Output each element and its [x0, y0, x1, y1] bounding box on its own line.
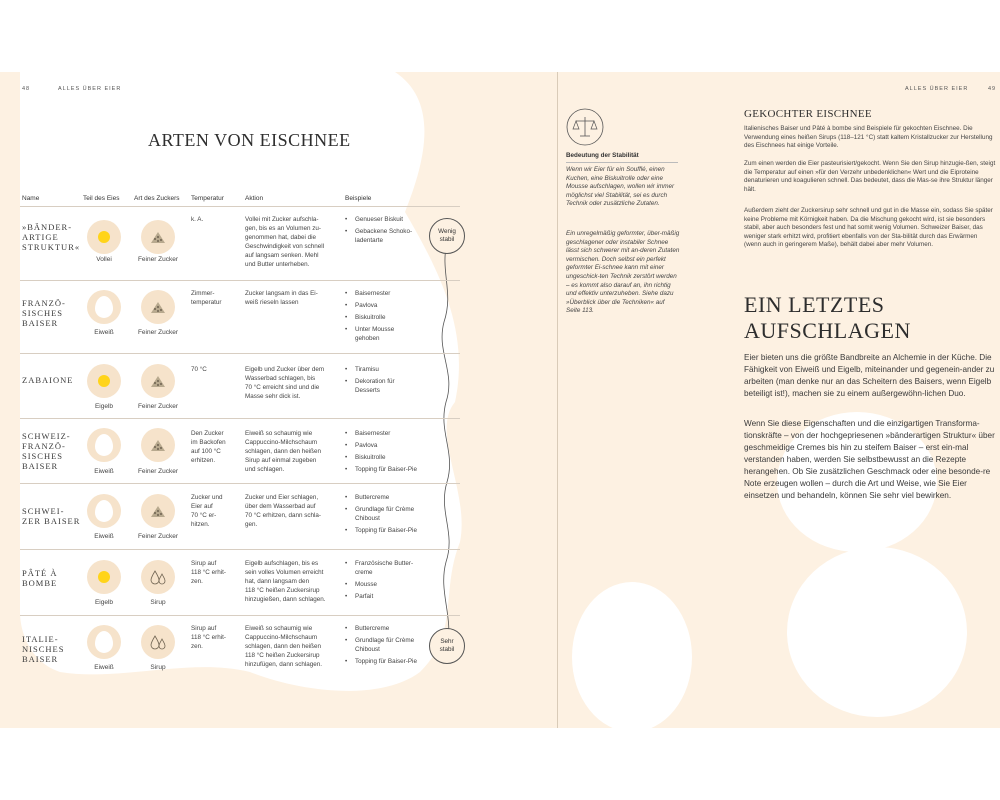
- example-item: • Topping für Baiser-Pie: [345, 465, 417, 474]
- temperature-cell: Zucker und Eier auf 70 °C er- hitzen.: [191, 494, 223, 528]
- example-item: • Grundlage für Crème Chiboust: [345, 636, 417, 654]
- egg-part-label: Eigelb: [94, 599, 114, 606]
- sidebar-title: Bedeutung der Stabilität: [566, 152, 639, 159]
- egg-part-label: Vollei: [96, 256, 112, 263]
- sidebar-rule: [566, 162, 678, 163]
- row-name: »BÄNDER- ARTIGE STRUKTUR«: [22, 222, 81, 252]
- running-head-right: ALLES ÜBER EIER: [905, 86, 969, 92]
- sugar-label: Sirup: [150, 664, 166, 671]
- egg-part-circle: [87, 364, 121, 398]
- action-cell: Vollei mit Zucker aufschla- gen, bis es an Volumen zu- genommen hat, dabei die Geschwindigkeit von schnell auf langsam senken. Mehl und Butter unterheben.: [245, 216, 325, 268]
- table-header-rule: [20, 206, 460, 207]
- examples-list: [345, 624, 417, 669]
- syrup-drops-icon: [148, 569, 168, 585]
- sidebar-paragraph-1: Wenn wir Eier für ein Soufflé, einen Kuchen, eine Biskuitrolle oder eine Mousse aufschlagen, wollen wir immer möglichst viel Stabilität, sei es durch Technik oder zusätzliche Zutaten.: [566, 166, 675, 208]
- section-heading: EIN LETZTES AUFSCHLAGEN: [744, 292, 911, 343]
- syrup-drops-icon: [148, 634, 168, 650]
- egg-yolk-icon: [98, 375, 110, 387]
- row-divider: [20, 483, 460, 484]
- row-divider: [20, 549, 460, 550]
- example-item: • Unter Mousse gehoben: [345, 325, 394, 343]
- examples-list: [345, 289, 394, 346]
- examples-list: [345, 365, 395, 398]
- row-name: SCHWEI- ZER BAISER: [22, 506, 81, 526]
- section-subheading: GEKOCHTER EISCHNEE: [744, 108, 872, 120]
- sugar-circle: [141, 625, 175, 659]
- stability-label-low: Wenig stabil: [429, 218, 465, 254]
- egg-part-circle: [87, 290, 121, 324]
- example-item: • Grundlage für Crème Chiboust: [345, 505, 417, 523]
- example-item: • Pavlova: [345, 301, 394, 310]
- col-header-name: Name: [22, 195, 40, 202]
- sugar-circle: [141, 290, 175, 324]
- stability-label-high: Sehr stabil: [429, 628, 465, 664]
- example-item: • Mousse: [345, 580, 413, 589]
- egg-part-circle: [87, 428, 121, 462]
- temperature-cell: Sirup auf 118 °C erhit- zen.: [191, 625, 226, 650]
- sugar-label: Feiner Zucker: [137, 468, 179, 475]
- row-name: PÂTÉ À BOMBE: [22, 568, 58, 588]
- subsection-paragraph-3: Außerdem zieht der Zuckersirup sehr schnell und gut in die Masse ein, sodass Sie später keine Probleme mit Körnigkeit haben. Da die Mischung gekocht wird, ist sie besonders stabil, aber auch besonders fest und hat somit wenig Volumen. Schweizer Baiser, das weniger stark erhitzt wird, profitiert ebenfalls von der Sta-bilität durch das Erwärmen (wenn auch in geringerem Maße), behält dabei aber mehr Volumen.: [744, 207, 993, 249]
- action-cell: Zucker langsam in das Ei- weiß rieseln lassen: [245, 290, 318, 306]
- body-paragraph-1: Eier bieten uns die größte Bandbreite an Alchemie in der Küche. Die Fähigkeit von Eiweiß und Eigelb, miteinander und gegenein-ander zu arbeiten (man denke nur an das Scheitern des Baisers, wenn Eigelb beteiligt ist!), machen sie zu einem außergewöhn-lichen Duo.: [744, 353, 995, 398]
- example-item: • Parfait: [345, 592, 413, 601]
- examples-list: [345, 215, 412, 248]
- examples-list: [345, 493, 417, 538]
- egg-part-label: Eiweiß: [94, 329, 114, 336]
- sugar-label: Sirup: [150, 599, 166, 606]
- example-item: • Biskuitrolle: [345, 313, 394, 322]
- example-item: • Biskuitrolle: [345, 453, 417, 462]
- fine-sugar-icon: [148, 373, 168, 389]
- fine-sugar-icon: [148, 299, 168, 315]
- page-title: ARTEN VON EISCHNEE: [148, 130, 351, 150]
- sugar-circle: [141, 494, 175, 528]
- temperature-cell: k. A.: [191, 216, 204, 223]
- egg-part-circle: [87, 220, 121, 254]
- egg-white-icon: [95, 631, 113, 653]
- temperature-cell: Sirup auf 118 °C erhit- zen.: [191, 560, 226, 585]
- example-item: • Buttercreme: [345, 624, 417, 633]
- col-header-egg-part: Teil des Eies: [83, 195, 120, 202]
- egg-part-circle: [87, 494, 121, 528]
- body-paragraph-2: Wenn Sie diese Eigenschaften und die einzigartigen Transforma-tionskräfte – von der hochgepriesenen »bänderartigen Struktur« über geschmeidige Cremes bis hin zu steifem Baiser – erst ein-mal verstanden haben, werden Sie selbstbewusst an die Rezepte herangehen. Ob Sie zusätzlichen Geschmack oder eine besonde-re Note erzeugen wollen – durch die Art und Weise, wie Sie Eier einsetzen und behandeln, können Sie sehr viel bewirken.: [744, 419, 995, 500]
- sugar-label: Feiner Zucker: [137, 256, 179, 263]
- egg-part-circle: [87, 625, 121, 659]
- action-cell: Eigelb aufschlagen, bis es sein volles Volumen erreicht hat, dann langsam den 118 °C heißen Zuckersirup hinzugießen, dann schlagen.: [245, 560, 326, 603]
- example-item: • Baisernester: [345, 429, 417, 438]
- running-head-left: ALLES ÜBER EIER: [58, 86, 122, 92]
- row-divider: [20, 615, 460, 616]
- example-item: • Topping für Baiser-Pie: [345, 526, 417, 535]
- book-spread: [0, 72, 1000, 728]
- examples-list: [345, 559, 413, 604]
- fine-sugar-icon: [148, 229, 168, 245]
- col-header-sugar: Art des Zuckers: [134, 195, 180, 202]
- row-name: ZABAIONE: [22, 375, 74, 385]
- temperature-cell: Den Zucker im Backofen auf 100 °C erhitzen.: [191, 430, 226, 464]
- example-item: • Tiramisu: [345, 365, 395, 374]
- sidebar-paragraph-2: Ein unregelmäßig geformter, über-mäßig geschlagener oder instabiler Schnee lässt sich schwerer mit an-deren Zutaten vermischen. Doch selbst ein perfekt geformter Ei-schnee kann mit einer ungeschick-ten Technik zerstört werden – es kommt also darauf an, ihn richtig und effektiv unterzuheben. Siehe dazu »Überblick über die Techniken« auf Seite 113.: [566, 230, 680, 315]
- subsection-paragraph-1: Italienisches Baiser und Pâté à bombe sind Beispiele für gekochten Eischnee. Die Verwendung eines heißen Sirups (118–121 °C) statt kaltem Kristallzucker zur Herstellung des Eischnees hat einige Vorteile.: [744, 125, 993, 150]
- page-gutter: [557, 72, 558, 728]
- page-number-right: 49: [988, 86, 997, 92]
- sugar-label: Feiner Zucker: [137, 329, 179, 336]
- sugar-label: Feiner Zucker: [137, 533, 179, 540]
- egg-yolk-icon: [98, 571, 110, 583]
- sugar-circle: [141, 560, 175, 594]
- fine-sugar-icon: [148, 503, 168, 519]
- scale-icon: [566, 108, 604, 146]
- example-item: • Pavlova: [345, 441, 417, 450]
- sugar-circle: [141, 220, 175, 254]
- page-number-left: 48: [22, 86, 31, 92]
- example-item: • Genueser Biskuit: [345, 215, 412, 224]
- col-header-examples: Beispiele: [345, 195, 372, 202]
- egg-white-icon: [95, 296, 113, 318]
- sugar-circle: [141, 428, 175, 462]
- egg-white-icon: [95, 434, 113, 456]
- example-item: • Gebackene Schoko- ladentarte: [345, 227, 412, 245]
- stability-wave-line: [430, 222, 464, 662]
- examples-list: [345, 429, 417, 477]
- egg-part-circle: [87, 560, 121, 594]
- example-item: • Topping für Baiser-Pie: [345, 657, 417, 666]
- temperature-cell: 70 °C: [191, 366, 207, 373]
- temperature-cell: Zimmer- temperatur: [191, 290, 222, 306]
- row-name: FRANZÖ- SISCHES BAISER: [22, 298, 66, 328]
- example-item: • Baisernester: [345, 289, 394, 298]
- col-header-action: Aktion: [245, 195, 264, 202]
- row-name: SCHWEIZ- FRANZÖ- SISCHES BAISER: [22, 431, 71, 471]
- row-divider: [20, 418, 460, 419]
- whole-egg-icon: [98, 231, 110, 243]
- subsection-paragraph-2: Zum einen werden die Eier pasteurisiert/gekocht. Wenn Sie den Sirup hinzugie-ßen, steigt die Temperatur auf einen »für den Verzehr unbedenklichen« Wert und die Eiproteine denaturieren und koagulieren schnell. Das bedeutet, dass die Mas-se ihre Struktur länger hält.: [744, 160, 996, 193]
- sugar-circle: [141, 364, 175, 398]
- fine-sugar-icon: [148, 437, 168, 453]
- row-divider: [20, 280, 460, 281]
- egg-part-label: Eiweiß: [94, 533, 114, 540]
- egg-part-label: Eiweiß: [94, 468, 114, 475]
- sugar-label: Feiner Zucker: [137, 403, 179, 410]
- action-cell: Zucker und Eier schlagen, über dem Wasserbad auf 70 °C erhitzen, dann schla- gen.: [245, 494, 322, 528]
- col-header-temperature: Temperatur: [191, 195, 224, 202]
- row-divider: [20, 353, 460, 354]
- egg-part-label: Eigelb: [94, 403, 114, 410]
- example-item: • Dekoration für Desserts: [345, 377, 395, 395]
- action-cell: Eiweiß so schaumig wie Cappuccino-Milchschaum schlagen, dann den heißen Sirup auf einmal zugeben und schlagen.: [245, 430, 321, 473]
- egg-part-label: Eiweiß: [94, 664, 114, 671]
- action-cell: Eiweiß so schaumig wie Cappuccino-Milchschaum schlagen, dann den heißen 118 °C heißen Zuckersirup hinzufügen, dann schlagen.: [245, 625, 323, 668]
- example-item: • Buttercreme: [345, 493, 417, 502]
- example-item: • Französische Butter- creme: [345, 559, 413, 577]
- row-name: ITALIE- NISCHES BAISER: [22, 634, 65, 664]
- egg-white-icon: [95, 500, 113, 522]
- action-cell: Eigelb und Zucker über dem Wasserbad schlagen, bis 70 °C erreicht sind und die Masse sehr dick ist.: [245, 366, 325, 400]
